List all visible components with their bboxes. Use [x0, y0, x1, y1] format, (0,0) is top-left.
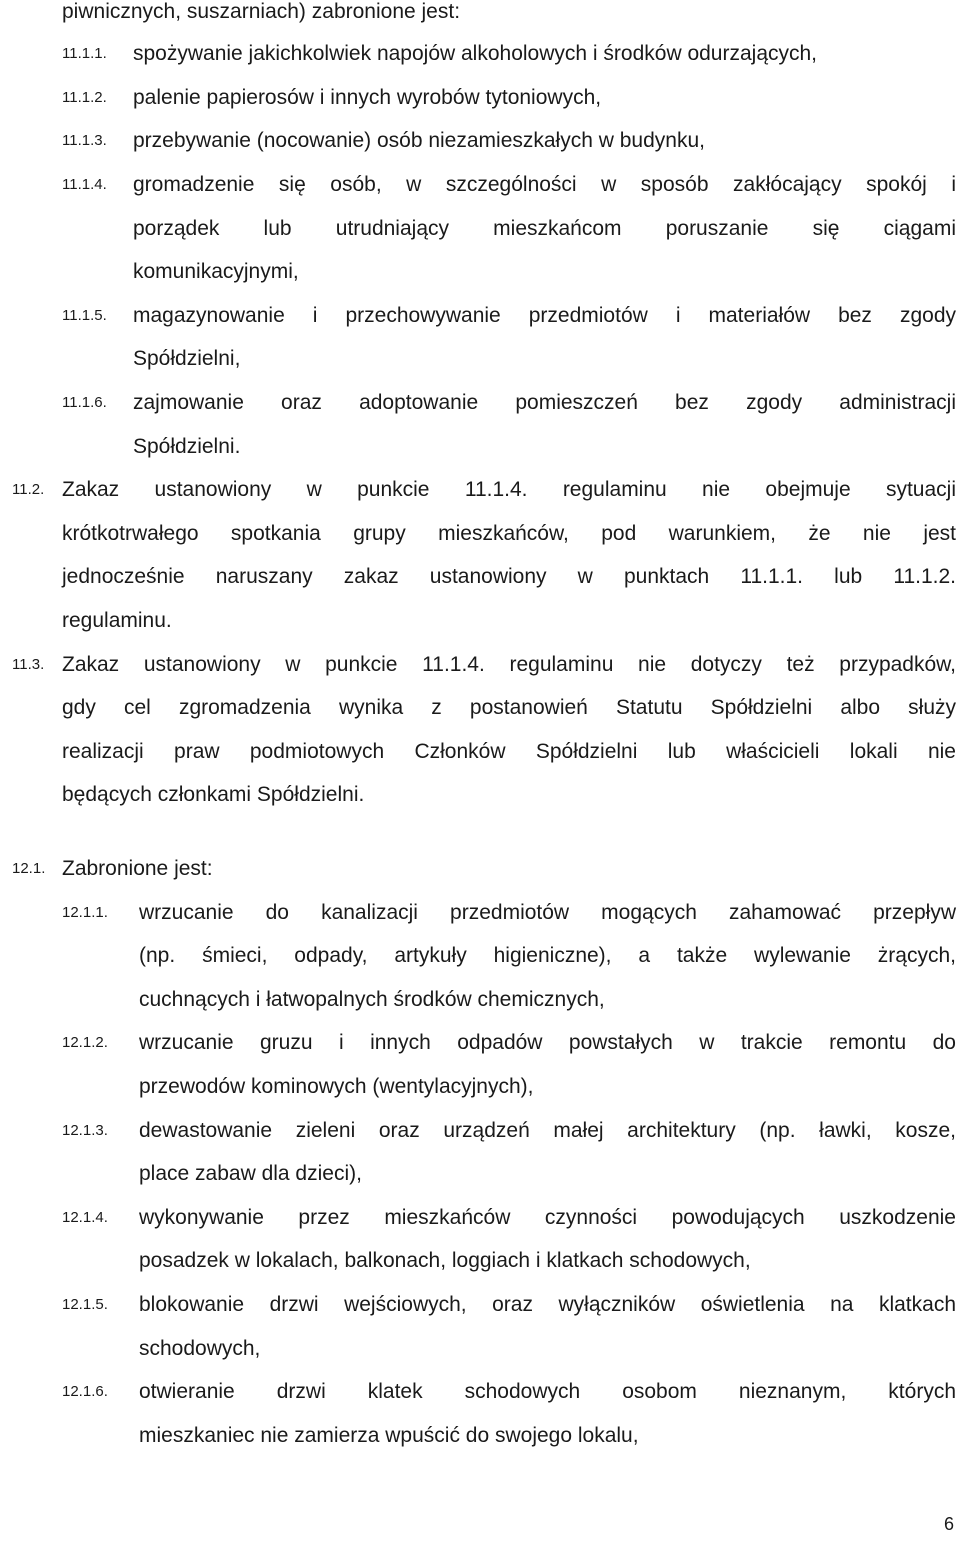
item-text: Spółdzielni, — [133, 347, 241, 370]
section-number: 11.3. — [12, 656, 45, 673]
item-text: spożywanie jakichkolwiek napojów alkoholowych i środków odurzających, — [133, 42, 818, 65]
section-text: krótkotrwałego spotkania grupy mieszkańców, pod warunkiem, że nie jest — [62, 522, 956, 545]
item-text: wrzucanie gruzu i innych odpadów powstałych w trakcie remontu do — [139, 1031, 956, 1054]
item-text: cuchnących i łatwopalnych środków chemicznych, — [139, 988, 605, 1011]
item-text: wykonywanie przez mieszkańców czynności powodujących uszkodzenie — [139, 1206, 956, 1229]
item-text: palenie papierosów i innych wyrobów tytoniowych, — [133, 86, 602, 109]
item-number: 12.1.3. — [62, 1122, 108, 1139]
item-number: 11.1.1. — [62, 45, 107, 62]
item-text: (np. śmieci, odpady, artykuły higieniczne), a także wylewanie żrących, — [139, 944, 956, 967]
item-text: dewastowanie zieleni oraz urządzeń małej architektury (np. ławki, kosze, — [139, 1119, 956, 1142]
section-text: będących członkami Spółdzielni. — [62, 783, 365, 806]
section-title: Zabronione jest: — [62, 857, 213, 880]
item-number: 12.1.4. — [62, 1209, 108, 1226]
item-number: 11.1.3. — [62, 132, 107, 149]
section-text: regulaminu. — [62, 609, 172, 632]
section-text: Zakaz ustanowiony w punkcie 11.1.4. regulaminu nie obejmuje sytuacji — [62, 478, 956, 501]
page-number: 6 — [943, 1514, 954, 1534]
item-number: 11.1.5. — [62, 307, 107, 324]
section-text: Zakaz ustanowiony w punkcie 11.1.4. regulaminu nie dotyczy też przypadków, — [62, 653, 956, 676]
section-number: 11.2. — [12, 481, 45, 498]
item-text: blokowanie drzwi wejściowych, oraz wyłączników oświetlenia na klatkach — [139, 1293, 956, 1316]
item-text: komunikacyjnymi, — [133, 260, 299, 283]
section-text: jednocześnie naruszany zakaz ustanowiony w punktach 11.1.1. lub 11.1.2. — [62, 565, 956, 588]
item-text: mieszkaniec nie zamierza wpuścić do swojego lokalu, — [139, 1424, 639, 1447]
item-number: 12.1.1. — [62, 904, 108, 921]
item-text: place zabaw dla dzieci), — [139, 1162, 362, 1185]
intro-line: piwnicznych, suszarniach) zabronione jest: — [62, 0, 461, 23]
item-number: 12.1.5. — [62, 1296, 108, 1313]
item-text: gromadzenie się osób, w szczególności w sposób zakłócający spokój i — [133, 173, 956, 196]
section-text: gdy cel zgromadzenia wynika z postanowień Statutu Spółdzielni albo służy — [62, 696, 956, 719]
item-text: posadzek w lokalach, balkonach, loggiach i klatkach schodowych, — [139, 1249, 751, 1272]
item-text: otwieranie drzwi klatek schodowych osobom nieznanym, których — [139, 1380, 956, 1403]
item-text: magazynowanie i przechowywanie przedmiotów i materiałów bez zgody — [133, 304, 956, 327]
item-number: 11.1.4. — [62, 176, 107, 193]
section-number: 12.1. — [12, 860, 46, 877]
item-text: porządek lub utrudniający mieszkańcom poruszanie się ciągami — [133, 217, 956, 240]
item-number: 12.1.2. — [62, 1034, 108, 1051]
item-text: zajmowanie oraz adoptowanie pomieszczeń bez zgody administracji — [133, 391, 956, 414]
item-text: Spółdzielni. — [133, 435, 241, 458]
item-number: 11.1.6. — [62, 394, 107, 411]
item-text: wrzucanie do kanalizacji przedmiotów mogących zahamować przepływ — [139, 901, 956, 924]
item-number: 11.1.2. — [62, 89, 107, 106]
item-text: przewodów kominowych (wentylacyjnych), — [139, 1075, 534, 1098]
item-text: przebywanie (nocowanie) osób niezamieszkałych w budynku, — [133, 129, 705, 152]
item-number: 12.1.6. — [62, 1383, 108, 1400]
section-text: realizacji praw podmiotowych Członków Spółdzielni lub właścicieli lokali nie — [62, 740, 956, 763]
item-text: schodowych, — [139, 1337, 261, 1360]
